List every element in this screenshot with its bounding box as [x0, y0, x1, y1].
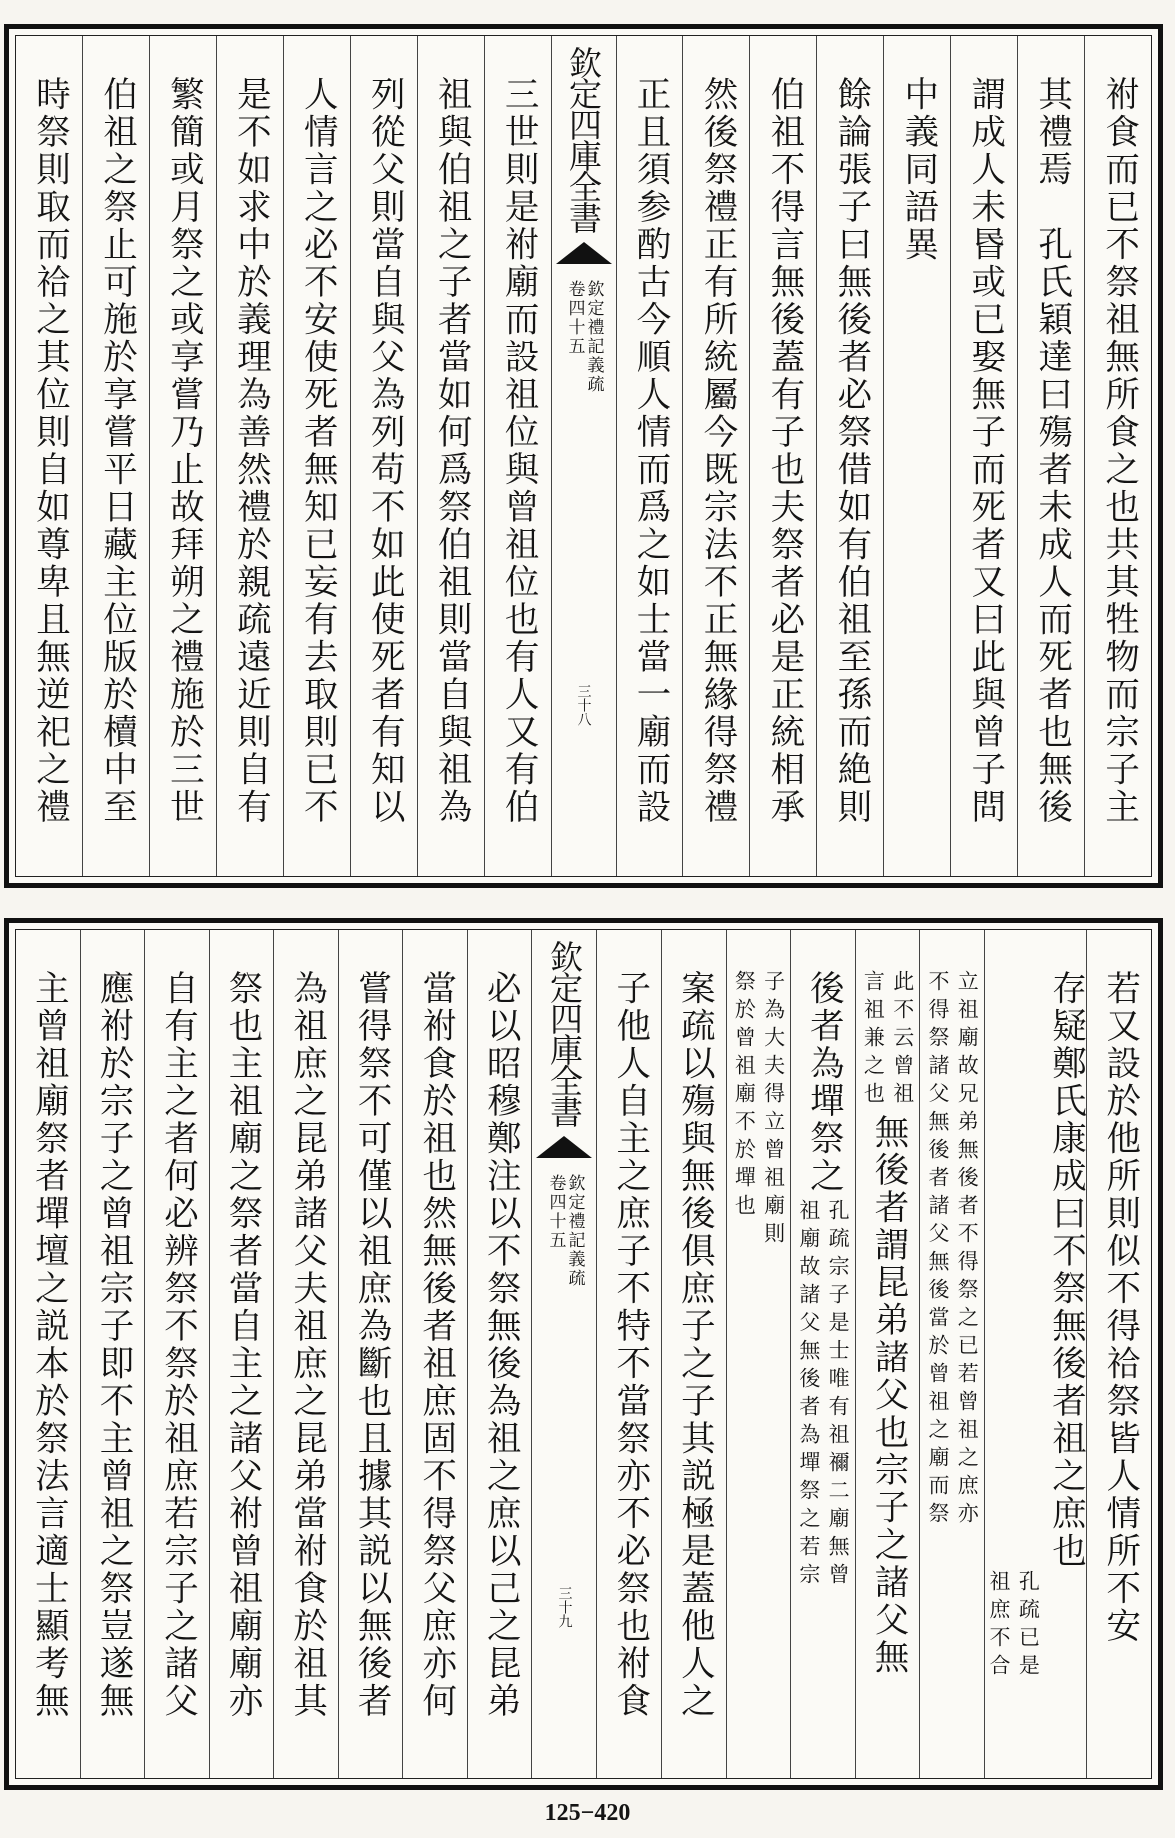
- text-column-with-note: [790, 930, 855, 1778]
- column-text: 正且須参酌古今順人情而爲之如士當一廟而設: [630, 76, 671, 826]
- mixed-column: [859, 930, 916, 1778]
- column-text: 祔食而已不祭祖無所食之也共其牲物而宗子主: [1098, 76, 1139, 826]
- column-text: 伯祖不得言無後蓋有子也夫祭者必是正統相承: [763, 76, 804, 826]
- column-text: 列從父則當自與父為列苟不如此使死者有知以: [364, 76, 405, 826]
- column-text: 主曾祖廟祭者墠壇之説本於祭法言適士顯考無: [28, 970, 69, 1720]
- annotation-column: [919, 930, 984, 1778]
- text-column: [209, 930, 274, 1778]
- annotation-text: 立祖廟故兄弟無後者不得祭之已若曾祖之庶亦: [955, 970, 980, 1530]
- annotation-text: 孔疏已是: [1016, 1570, 1041, 1682]
- text-column-with-note: [855, 930, 920, 1778]
- chapter-book: 欽定禮記義疏: [583, 280, 604, 394]
- text-column: [816, 36, 883, 876]
- text-column: [283, 36, 350, 876]
- column-text: 人情言之必不安使死者無知已妄有去取則已不: [297, 76, 338, 826]
- column-text: 案疏以殤與無後俱庶子之子其説極是蓋他人之: [674, 970, 715, 1720]
- text-column: [216, 36, 283, 876]
- chapter-book: 欽定禮記義疏: [564, 1174, 585, 1288]
- text-column: [883, 36, 950, 876]
- text-column: [144, 930, 209, 1778]
- column-text: 是不如求中於義理為善然禮於親疏遠近則自有: [230, 76, 271, 826]
- annotation-pair: [795, 1195, 852, 1591]
- chapter-volume: 卷四十五: [545, 1174, 566, 1250]
- page-number: 三十九: [556, 1586, 573, 1628]
- center-fold-column: [551, 36, 616, 876]
- column-text: 繁簡或月祭之或享嘗乃止故拜朔之禮施於三世: [163, 76, 204, 826]
- text-column: [661, 930, 726, 1778]
- bottom-page-panel: [4, 918, 1163, 1790]
- mixed-column: [795, 930, 852, 1778]
- annotation-text: 祖庶不合: [987, 1570, 1012, 1682]
- top-page-panel: [4, 24, 1163, 888]
- text-column: [1084, 36, 1151, 876]
- annotation-column: [726, 930, 791, 1778]
- annotation-pair: [859, 930, 916, 1110]
- page-footer-number: 125−420: [544, 1800, 631, 1826]
- text-column: [484, 36, 551, 876]
- column-text: 其禮焉 孔氏穎達曰殤者未成人而死者也無後: [1031, 76, 1072, 826]
- annotation-text: 此不云曾祖: [890, 970, 915, 1110]
- page-number: 三十八: [575, 684, 592, 726]
- book-title: 欽定四庫全書: [564, 46, 603, 232]
- text-column: [682, 36, 749, 876]
- annotation-text: 祖廟故諸父無後者為墠祭之若宗: [796, 1199, 821, 1591]
- annotation-text: 子為大夫得立曾祖廟則: [761, 970, 786, 1250]
- text-column: [1086, 930, 1151, 1778]
- column-text: 祖與伯祖之子者當如何爲祭伯祖則當自與祖為: [431, 76, 472, 826]
- column-text: 後者為墠祭之: [803, 970, 844, 1195]
- column-text: 嘗得祭不可僅以祖庶為斷也且據其説以無後者: [351, 970, 392, 1720]
- fishtail-mark-icon: [556, 242, 612, 264]
- text-column: [596, 930, 661, 1778]
- column-text: 三世則是祔廟而設祖位與曾祖位也有人又有伯: [498, 76, 539, 826]
- text-column: [417, 36, 484, 876]
- top-columns: [15, 35, 1152, 877]
- text-column: [467, 930, 532, 1778]
- text-column: [16, 36, 82, 876]
- column-text: 祭也主祖廟之祭者當自主之諸父祔曾祖廟廟亦: [222, 970, 263, 1720]
- text-column: [149, 36, 216, 876]
- column-text: 子他人自主之庶子不特不當祭亦不必祭也祔食: [609, 970, 650, 1720]
- text-column: [350, 36, 417, 876]
- chapter-volume: 卷四十五: [564, 280, 585, 356]
- text-column: [402, 930, 467, 1778]
- column-text: 無後者謂昆弟諸父也宗子之諸父無: [867, 1114, 908, 1677]
- column-text: 自有主之者何必辨祭不祭於祖庶若宗子之諸父: [157, 970, 198, 1720]
- column-text: 為祖庶之昆弟諸父夫祖庶之昆弟當祔食於祖其: [286, 970, 327, 1720]
- column-text: 存疑鄭氏康成曰不祭無後者祖之庶也: [1045, 970, 1086, 1570]
- text-column: [950, 36, 1017, 876]
- fishtail-mark-icon: [536, 1136, 592, 1158]
- column-text: 中義同語異: [897, 76, 938, 264]
- column-text: 謂成人未昬或已娶無子而死者又曰此與曾子問: [964, 76, 1005, 826]
- book-title: 欽定四庫全書: [544, 940, 584, 1126]
- text-column: [16, 930, 80, 1778]
- text-column: [80, 930, 145, 1778]
- column-text: 必以昭穆鄭注以不祭無後為祖之庶以己之昆弟: [480, 970, 521, 1720]
- column-text: 伯祖之祭止可施於享嘗平日藏主位版於櫝中至: [96, 76, 137, 826]
- column-text: 若又設於他所則似不得祫祭皆人情所不安: [1099, 970, 1140, 1645]
- column-text: 時祭則取而祫之其位則自如尊卑且無逆祀之禮: [29, 76, 70, 826]
- text-column-with-note: [984, 930, 1087, 1778]
- annotation-text: 不得祭諸父無後者諸父無後當於曾祖之廟而祭: [925, 970, 950, 1530]
- column-text: 應祔於宗子之曾祖宗子即不主曾祖之祭豈遂無: [92, 970, 133, 1720]
- bottom-columns: [15, 929, 1152, 1779]
- text-column: [749, 36, 816, 876]
- column-text: 餘論張子曰無後者必祭借如有伯祖至孫而絶則: [830, 76, 871, 826]
- chapter-info: [545, 1174, 585, 1288]
- text-column: [338, 930, 403, 1778]
- chapter-info: [566, 280, 602, 394]
- text-column: [273, 930, 338, 1778]
- text-column: [1017, 36, 1084, 876]
- column-text: 當祔食於祖也然無後者祖庶固不得祭父庶亦何: [415, 970, 456, 1720]
- column-text: 然後祭禮正有所統屬今既宗法不正無緣得祭禮: [696, 76, 737, 826]
- text-column: [616, 36, 683, 876]
- center-fold-column: [531, 930, 596, 1778]
- annotation-text: 言祖兼之也: [861, 970, 886, 1110]
- annotation-text: 孔疏宗子是士唯有祖禰二廟無曾: [826, 1199, 851, 1591]
- text-column: [82, 36, 149, 876]
- annotation-text: 祭於曾祖廟不於墠也: [732, 970, 757, 1222]
